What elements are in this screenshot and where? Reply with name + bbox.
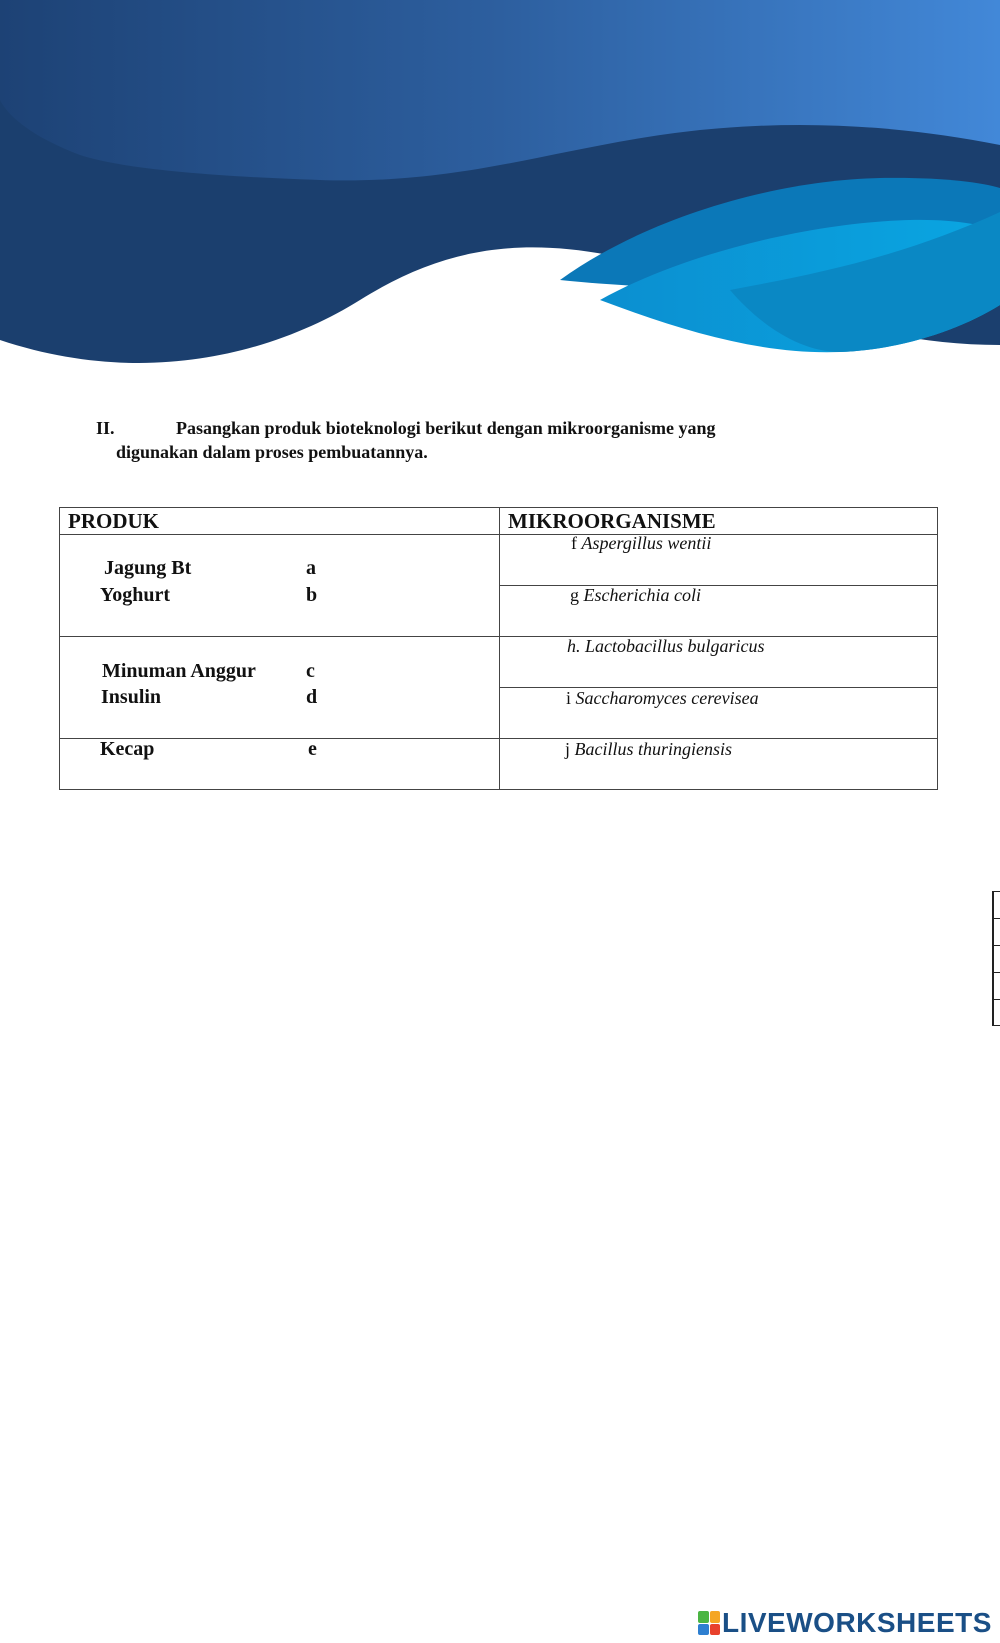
product-item: Insulin (101, 686, 162, 708)
organism-item (566, 688, 759, 709)
page-edge-table-fragment (992, 891, 1000, 1026)
product-letter: e (308, 738, 317, 760)
question-number: II. (96, 418, 115, 438)
row-line (500, 585, 937, 586)
organism-item (571, 533, 711, 554)
organism-label: j (565, 739, 571, 759)
row-line (500, 534, 937, 535)
organism-label: h. (567, 636, 581, 656)
header-wave-decoration (0, 0, 1000, 400)
question-line-2: digunakan dalam proses pembuatannya. (116, 442, 428, 462)
organism-label: i (566, 688, 572, 708)
column-header-produk: PRODUK (68, 509, 159, 533)
product-letter: d (306, 686, 318, 708)
product-item: Minuman Anggur (102, 660, 256, 682)
question-line-1: Pasangkan produk bioteknologi berikut dengan mikroorganisme yang (176, 418, 716, 438)
product-item: Yoghurt (100, 584, 171, 606)
question-instruction (96, 416, 916, 464)
organism-item (565, 739, 732, 760)
product-letter: c (306, 660, 315, 682)
row-line (60, 636, 499, 637)
organism-name: Saccharomyces cerevisea (575, 688, 759, 708)
organism-item (570, 585, 701, 606)
organism-name: Aspergillus wentii (581, 533, 712, 553)
liveworksheets-logo-icon (698, 1611, 720, 1635)
row-line (60, 534, 499, 535)
organism-label: f (571, 533, 577, 553)
liveworksheets-logo (698, 1607, 992, 1639)
column-divider (499, 508, 500, 789)
matching-table (59, 507, 938, 790)
organism-label: g (570, 585, 579, 605)
product-letter: a (306, 557, 316, 579)
organism-name: Escherichia coli (583, 585, 701, 605)
column-header-mikroorganisme: MIKROORGANISME (508, 509, 716, 533)
logo-text: LIVEWORKSHEETS (722, 1607, 992, 1638)
organism-name: Lactobacillus bulgaricus (585, 636, 765, 656)
product-item: Jagung Bt (104, 557, 192, 579)
organism-item (567, 636, 765, 657)
organism-name: Bacillus thuringiensis (574, 739, 733, 759)
product-item: Kecap (100, 738, 155, 760)
product-letter: b (306, 584, 318, 606)
